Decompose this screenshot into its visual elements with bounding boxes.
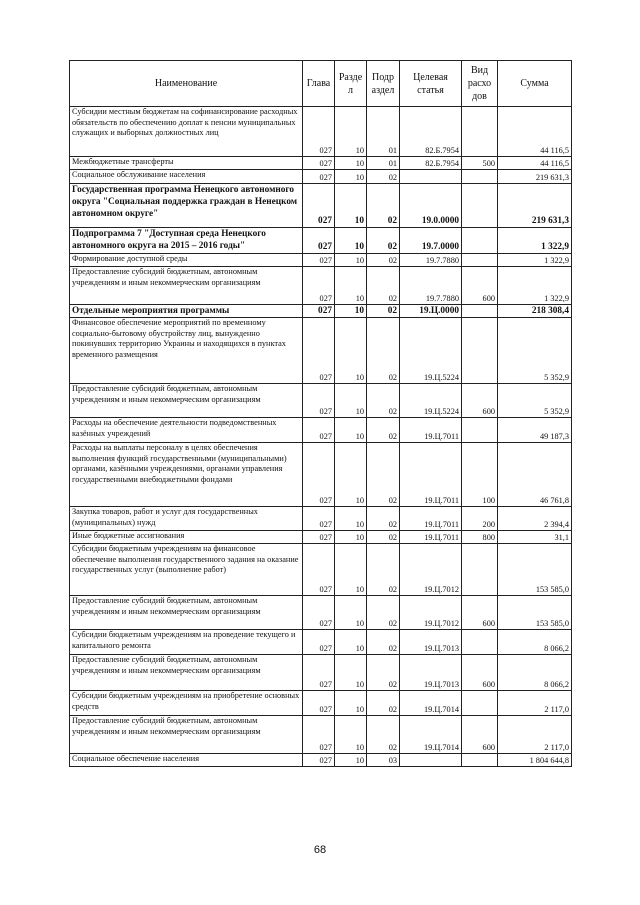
budget-table xyxy=(69,60,572,767)
row-type: 800 xyxy=(462,531,498,544)
row-section: 10 xyxy=(335,157,367,170)
row-subsection: 02 xyxy=(367,716,400,754)
row-name: Подпрограмма 7 "Доступная среда Ненецкого автономного округа на 2015 – 2016 годы" xyxy=(70,228,303,254)
row-sum: 219 631,3 xyxy=(498,184,572,228)
row-chapter: 027 xyxy=(303,630,335,655)
row-subsection: 01 xyxy=(367,157,400,170)
row-section: 10 xyxy=(335,384,367,418)
table-row xyxy=(70,305,572,318)
row-chapter: 027 xyxy=(303,228,335,254)
row-target: 19.Ц.7012 xyxy=(400,596,462,630)
row-sum: 31,1 xyxy=(498,531,572,544)
row-sum: 44 116,5 xyxy=(498,157,572,170)
row-target xyxy=(400,170,462,184)
row-name: Расходы на выплаты персоналу в целях обеспечения выполнения функций государственными (муниципальными) органами, казёнными учреждениями, органами управления государственными внебюджетными фондами xyxy=(70,443,303,507)
row-name: Социальное обслуживание населения xyxy=(70,170,303,184)
row-target: 19.7.7880 xyxy=(400,267,462,305)
table-row xyxy=(70,531,572,544)
row-section: 10 xyxy=(335,691,367,716)
row-type xyxy=(462,544,498,596)
row-section: 10 xyxy=(335,184,367,228)
row-name: Субсидии бюджетным учреждениям на проведение текущего и капитального ремонта xyxy=(70,630,303,655)
row-type: 600 xyxy=(462,267,498,305)
row-name: Государственная программа Ненецкого автономного округа "Социальная поддержка граждан в Ненецком автономном округе" xyxy=(70,184,303,228)
table-row xyxy=(70,170,572,184)
row-subsection: 02 xyxy=(367,384,400,418)
header-section: Разде л xyxy=(335,61,367,107)
row-sum: 49 187,3 xyxy=(498,418,572,443)
row-target xyxy=(400,754,462,767)
row-subsection: 03 xyxy=(367,754,400,767)
row-sum: 1 322,9 xyxy=(498,254,572,267)
row-subsection: 02 xyxy=(367,254,400,267)
row-section: 10 xyxy=(335,228,367,254)
table-row xyxy=(70,630,572,655)
row-chapter: 027 xyxy=(303,384,335,418)
header-subsection: Подр аздел xyxy=(367,61,400,107)
row-section: 10 xyxy=(335,544,367,596)
row-chapter: 027 xyxy=(303,318,335,384)
row-type xyxy=(462,691,498,716)
row-sum: 8 066,2 xyxy=(498,655,572,691)
table-row xyxy=(70,318,572,384)
row-chapter: 027 xyxy=(303,267,335,305)
row-section: 10 xyxy=(335,630,367,655)
row-chapter: 027 xyxy=(303,254,335,267)
header-chapter: Глава xyxy=(303,61,335,107)
row-chapter: 027 xyxy=(303,716,335,754)
header-row xyxy=(70,61,572,107)
row-subsection: 02 xyxy=(367,443,400,507)
header-type: Вид расхо дов xyxy=(462,61,498,107)
row-chapter: 027 xyxy=(303,107,335,157)
row-name: Предоставление субсидий бюджетным, автономным учреждениям и иным некоммерческим организациям xyxy=(70,384,303,418)
row-target: 19.Ц.7011 xyxy=(400,418,462,443)
table-row xyxy=(70,655,572,691)
row-target: 19.Ц.7011 xyxy=(400,507,462,531)
row-sum: 5 352,9 xyxy=(498,318,572,384)
table-row xyxy=(70,107,572,157)
row-type: 200 xyxy=(462,507,498,531)
row-sum: 218 308,4 xyxy=(498,305,572,318)
row-name: Субсидии местным бюджетам на софинансирование расходных обязательств по обеспечению доплат к пенсии муниципальных служащих и выборных должностных лиц xyxy=(70,107,303,157)
row-name: Межбюджетные трансферты xyxy=(70,157,303,170)
row-name: Предоставление субсидий бюджетным, автономным учреждениям и иным некоммерческим организациям xyxy=(70,716,303,754)
header-target: Целевая статья xyxy=(400,61,462,107)
row-section: 10 xyxy=(335,267,367,305)
row-sum: 8 066,2 xyxy=(498,630,572,655)
row-chapter: 027 xyxy=(303,418,335,443)
row-subsection: 02 xyxy=(367,630,400,655)
row-type: 600 xyxy=(462,596,498,630)
header-sum: Сумма xyxy=(498,61,572,107)
row-type: 600 xyxy=(462,384,498,418)
row-chapter: 027 xyxy=(303,655,335,691)
row-chapter: 027 xyxy=(303,691,335,716)
row-type xyxy=(462,754,498,767)
row-name: Предоставление субсидий бюджетным, автономным учреждениям и иным некоммерческим организациям xyxy=(70,596,303,630)
row-sum: 46 761,8 xyxy=(498,443,572,507)
row-name: Отдельные мероприятия программы xyxy=(70,305,303,318)
row-type xyxy=(462,630,498,655)
table-row xyxy=(70,184,572,228)
row-target: 19.Ц.7014 xyxy=(400,716,462,754)
row-name: Предоставление субсидий бюджетным, автономным учреждениям и иным некоммерческим организациям xyxy=(70,655,303,691)
row-sum: 2 117,0 xyxy=(498,691,572,716)
row-subsection: 02 xyxy=(367,318,400,384)
row-chapter: 027 xyxy=(303,443,335,507)
row-subsection: 02 xyxy=(367,267,400,305)
row-chapter: 027 xyxy=(303,507,335,531)
table-row xyxy=(70,691,572,716)
table-row xyxy=(70,157,572,170)
row-target: 19.7.7880 xyxy=(400,254,462,267)
row-chapter: 027 xyxy=(303,531,335,544)
row-section: 10 xyxy=(335,716,367,754)
table-row xyxy=(70,267,572,305)
table-row xyxy=(70,544,572,596)
page-number: 68 xyxy=(313,844,327,856)
row-sum: 44 116,5 xyxy=(498,107,572,157)
row-name: Социальное обеспечение населения xyxy=(70,754,303,767)
row-sum: 1 804 644,8 xyxy=(498,754,572,767)
row-type xyxy=(462,318,498,384)
table-row xyxy=(70,384,572,418)
row-type: 100 xyxy=(462,443,498,507)
row-section: 10 xyxy=(335,507,367,531)
row-subsection: 02 xyxy=(367,507,400,531)
row-name: Субсидии бюджетным учреждениям на приобретение основных средств xyxy=(70,691,303,716)
row-type xyxy=(462,184,498,228)
row-subsection: 02 xyxy=(367,531,400,544)
row-chapter: 027 xyxy=(303,170,335,184)
table-row xyxy=(70,596,572,630)
table-row xyxy=(70,507,572,531)
row-type xyxy=(462,107,498,157)
row-subsection: 02 xyxy=(367,184,400,228)
row-target: 82.Б.7954 xyxy=(400,157,462,170)
row-subsection: 02 xyxy=(367,228,400,254)
row-target: 19.Ц.7014 xyxy=(400,691,462,716)
row-chapter: 027 xyxy=(303,754,335,767)
row-type: 600 xyxy=(462,655,498,691)
row-name: Финансовое обеспечение мероприятий по временному социально-бытовому обустройству лиц, вынужденно покинувших территорию Украины и находящихся в пунктах временного размещения xyxy=(70,318,303,384)
row-name: Иные бюджетные ассигнования xyxy=(70,531,303,544)
row-section: 10 xyxy=(335,655,367,691)
row-name: Предоставление субсидий бюджетным, автономным учреждениям и иным некоммерческим организациям xyxy=(70,267,303,305)
row-type xyxy=(462,418,498,443)
row-sum: 219 631,3 xyxy=(498,170,572,184)
row-type xyxy=(462,170,498,184)
row-section: 10 xyxy=(335,754,367,767)
table-row xyxy=(70,228,572,254)
row-target: 19.Ц.0000 xyxy=(400,305,462,318)
row-section: 10 xyxy=(335,107,367,157)
row-target: 19.Ц.7013 xyxy=(400,655,462,691)
row-target: 19.Ц.7011 xyxy=(400,531,462,544)
row-section: 10 xyxy=(335,170,367,184)
row-chapter: 027 xyxy=(303,305,335,318)
row-type: 500 xyxy=(462,157,498,170)
row-target: 19.Ц.7011 xyxy=(400,443,462,507)
row-subsection: 02 xyxy=(367,305,400,318)
row-section: 10 xyxy=(335,596,367,630)
row-section: 10 xyxy=(335,254,367,267)
row-sum: 153 585,0 xyxy=(498,596,572,630)
row-type xyxy=(462,228,498,254)
row-sum: 2 117,0 xyxy=(498,716,572,754)
row-sum: 2 394,4 xyxy=(498,507,572,531)
row-subsection: 02 xyxy=(367,596,400,630)
row-type: 600 xyxy=(462,716,498,754)
row-sum: 5 352,9 xyxy=(498,384,572,418)
row-subsection: 02 xyxy=(367,691,400,716)
row-target: 19.Ц.5224 xyxy=(400,318,462,384)
row-subsection: 02 xyxy=(367,655,400,691)
row-section: 10 xyxy=(335,443,367,507)
row-subsection: 02 xyxy=(367,544,400,596)
row-name: Закупка товаров, работ и услуг для государственных (муниципальных) нужд xyxy=(70,507,303,531)
row-target: 19.Ц.7013 xyxy=(400,630,462,655)
row-sum: 1 322,9 xyxy=(498,228,572,254)
row-name: Субсидии бюджетным учреждениям на финансовое обеспечение выполнения государственного задания на оказание государственных услуг (выполнение работ) xyxy=(70,544,303,596)
row-chapter: 027 xyxy=(303,544,335,596)
row-target: 19.Ц.7012 xyxy=(400,544,462,596)
row-type xyxy=(462,305,498,318)
header-name: Наименование xyxy=(70,61,303,107)
row-chapter: 027 xyxy=(303,596,335,630)
row-section: 10 xyxy=(335,418,367,443)
row-chapter: 027 xyxy=(303,184,335,228)
row-section: 10 xyxy=(335,305,367,318)
row-sum: 1 322,9 xyxy=(498,267,572,305)
table-row xyxy=(70,254,572,267)
row-subsection: 01 xyxy=(367,107,400,157)
table-row xyxy=(70,716,572,754)
row-type xyxy=(462,254,498,267)
row-name: Расходы на обеспечение деятельности подведомственных казённых учреждений xyxy=(70,418,303,443)
table-row xyxy=(70,754,572,767)
row-name: Формирование доступной среды xyxy=(70,254,303,267)
row-target: 82.Б.7954 xyxy=(400,107,462,157)
row-subsection: 02 xyxy=(367,170,400,184)
table-row xyxy=(70,418,572,443)
row-section: 10 xyxy=(335,318,367,384)
row-subsection: 02 xyxy=(367,418,400,443)
row-sum: 153 585,0 xyxy=(498,544,572,596)
row-target: 19.Ц.5224 xyxy=(400,384,462,418)
row-target: 19.0.0000 xyxy=(400,184,462,228)
row-chapter: 027 xyxy=(303,157,335,170)
row-section: 10 xyxy=(335,531,367,544)
table-row xyxy=(70,443,572,507)
row-target: 19.7.0000 xyxy=(400,228,462,254)
